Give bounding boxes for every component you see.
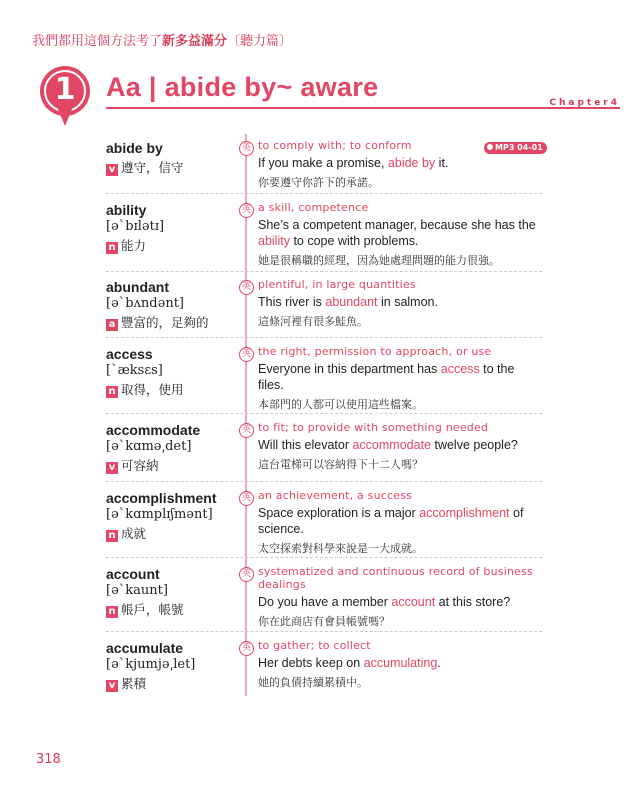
vocab-phonetic: [ə`kaunt] xyxy=(106,583,168,598)
definition: to gather; to collect xyxy=(258,639,371,652)
vocab-word: account xyxy=(106,566,160,582)
chapter-label: Chapter4 xyxy=(549,98,620,108)
english-definition-icon: 英 xyxy=(239,423,254,438)
vocab-phonetic: [ə`bʌndənt] xyxy=(106,296,184,311)
example-translation: 你在此商店有會員帳號嗎？ xyxy=(258,615,390,628)
vocab-phonetic: [ə`kɑmə͵det] xyxy=(106,439,192,454)
entry-separator xyxy=(106,481,542,482)
pos-badge: a xyxy=(106,319,118,331)
example-translation: 這台電梯可以容納得下十二人嗎？ xyxy=(258,458,423,471)
pos-badge: v xyxy=(106,462,118,474)
page-number: 318 xyxy=(36,752,61,767)
pos-badge: n xyxy=(106,242,118,254)
example-translation: 太空探索對科學來說是一大成就。 xyxy=(258,542,423,555)
header-prefix: 我們都用這個方法考了 xyxy=(32,34,163,49)
vocab-phonetic: [ə`kɑmplɪʃmənt] xyxy=(106,507,213,522)
vocab-meaning: 豐富的，足夠的 xyxy=(121,315,209,330)
vocab-meaning: 帳戶，帳號 xyxy=(121,602,184,617)
entry-separator xyxy=(106,271,542,272)
pos-badge: n xyxy=(106,606,118,618)
vocab-meaning: 遵守，信守 xyxy=(121,160,184,175)
pos-badge: n xyxy=(106,530,118,542)
column-divider xyxy=(245,134,247,696)
example-sentence: Do you have a member account at this store? xyxy=(258,595,511,609)
running-header xyxy=(32,30,292,49)
highlighted-word: abide by xyxy=(387,156,436,170)
page-title: Aa | abide by~ aware xyxy=(106,72,379,102)
english-definition-icon: 英 xyxy=(239,641,254,656)
highlighted-word: ability xyxy=(258,234,290,248)
english-definition-icon: 英 xyxy=(239,567,254,582)
vocab-meaning: 可容納 xyxy=(121,458,159,473)
mp3-track-badge[interactable]: MP3 04-01 xyxy=(484,142,547,154)
section-number: 1 xyxy=(44,70,86,112)
definition: to fit; to provide with something needed xyxy=(258,421,489,434)
pos-badge: v xyxy=(106,680,118,692)
title-underline xyxy=(106,107,620,109)
vocab-phonetic: [ə`bɪlətɪ] xyxy=(106,219,165,234)
example-sentence: Will this elevator accommodate twelve people? xyxy=(258,438,518,452)
definition: the right, permission to approach, or use xyxy=(258,345,492,358)
vocab-meaning: 取得，使用 xyxy=(121,382,184,397)
entry-separator xyxy=(106,413,542,414)
definition: a skill, competence xyxy=(258,201,369,214)
entry-separator xyxy=(106,193,542,194)
vocab-word: accumulate xyxy=(106,640,184,656)
vocab-word: ability xyxy=(106,202,147,218)
example-translation: 你要遵守你許下的承諾。 xyxy=(258,176,379,189)
map-pin-icon xyxy=(40,66,90,116)
vocab-meaning: 能力 xyxy=(121,238,147,253)
highlighted-word: accomplishment xyxy=(419,506,510,520)
definition: plentiful, in large quantities xyxy=(258,278,416,291)
example-translation: 她是很稱職的經理，因為她處理問題的能力很強。 xyxy=(258,254,500,267)
example-sentence: Everyone in this department has access to the files. xyxy=(258,362,515,392)
example-sentence: Space exploration is a major accomplishment of science. xyxy=(258,506,524,536)
chapter-title-block xyxy=(40,60,620,130)
entry-separator xyxy=(106,631,542,632)
english-definition-icon: 英 xyxy=(239,280,254,295)
vocab-word: abide by xyxy=(106,140,163,156)
example-translation: 她的負債持續累積中。 xyxy=(258,676,368,689)
header-suffix: 〔聽力篇〕 xyxy=(227,34,293,49)
definition: to comply with; to conform xyxy=(258,139,412,152)
entry-separator xyxy=(106,337,542,338)
example-sentence: She’s a competent manager, because she has the ability to cope with problems. xyxy=(258,218,536,248)
example-sentence: Her debts keep on accumulating. xyxy=(258,656,441,670)
vocab-word: accomplishment xyxy=(106,490,217,506)
example-sentence: If you make a promise, abide by it. xyxy=(258,156,449,170)
highlighted-word: accumulating xyxy=(363,656,438,670)
example-translation: 本部門的人都可以使用這些檔案。 xyxy=(258,398,423,411)
entry-separator xyxy=(106,557,542,558)
highlighted-word: accommodate xyxy=(352,438,431,452)
vocab-word: abundant xyxy=(106,279,169,295)
english-definition-icon: 英 xyxy=(239,203,254,218)
vocab-phonetic: [`æksɛs] xyxy=(106,363,163,378)
vocab-phonetic: [ə`kjumjə͵let] xyxy=(106,657,196,672)
english-definition-icon: 英 xyxy=(239,491,254,506)
definition: an achievement, a success xyxy=(258,489,413,502)
header-bold: 新多益滿分 xyxy=(162,34,228,49)
highlighted-word: access xyxy=(440,362,480,376)
pos-badge: v xyxy=(106,164,118,176)
vocab-word: access xyxy=(106,346,153,362)
vocab-word: accommodate xyxy=(106,422,201,438)
pos-badge: n xyxy=(106,386,118,398)
english-definition-icon: 英 xyxy=(239,141,254,156)
example-sentence: This river is abundant in salmon. xyxy=(258,295,438,309)
example-translation: 這條河裡有很多鮭魚。 xyxy=(258,315,368,328)
english-definition-icon: 英 xyxy=(239,347,254,362)
definition: systematized and continuous record of business dealings xyxy=(258,565,533,591)
vocab-meaning: 成就 xyxy=(121,526,147,541)
vocab-meaning: 累積 xyxy=(121,676,147,691)
audio-icon xyxy=(487,144,493,150)
highlighted-word: abundant xyxy=(325,295,378,309)
highlighted-word: account xyxy=(391,595,436,609)
